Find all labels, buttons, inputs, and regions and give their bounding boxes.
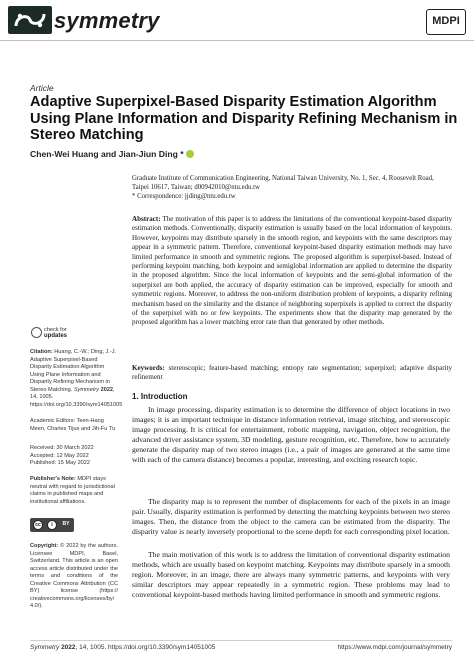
journal-url-link[interactable]: https://www.mdpi.com/journal/symmetry <box>337 644 452 651</box>
cc-by-label: BY <box>60 520 72 530</box>
accepted-date: Accepted: 12 May 2022 <box>30 452 89 459</box>
cc-icon: cc <box>33 520 43 530</box>
copyright-notice <box>30 543 118 611</box>
cc-license-badge[interactable] <box>30 518 74 532</box>
affiliation: Graduate Institute of Communication Engineering, National Taiwan University, No. 1, Sec. 4, Roosevelt Road, Taipei 10617, Taiwan; d00942010@ntu.edu.tw <box>132 175 434 192</box>
article-type: Article <box>30 83 54 93</box>
publisher-note-text: MDPI stays neutral with regard to jurisdictional claims in published maps and institutional affiliations. <box>30 476 115 505</box>
abstract-label: Abstract: <box>132 215 161 223</box>
published-date: Published: 15 May 2022 <box>30 460 91 467</box>
citation-label: Citation: <box>30 349 53 355</box>
abstract-text: The motivation of this paper is to address the limitations of the conventional keypoint-based disparity estimation methods. Conventionally, disparity estimation is usually based on the local information of keypoints. However, keypoints may distribute sparsely in the smooth region, and keypoints with the same descriptors may appear in a symmetric pattern. Therefore, conventional keypoint-based disparity estimation methods may have limited performance in smooth and symmetric regions. The proposed algorithm is superpixel-based. Instead of performing keypoint matching, both keypoint and semiglobal information are applied to determine the disparity in the proposed algorithm. Since the local information of keypoints and the semi-global information of the superpixel are both applied, the accuracy of disparity estimation can be improved, especially for smooth and symmetric regions. Moreover, to address the non-uniform distribution problem of keypoints, a disparity refining mechanism based on the similarity and the distance of neighboring superpixels is applied to correct the disparity of the superpixel with no or few keypoints. The experiments show that the disparity map generated by the proposed algorithm has a lower matching error rate than that generated by other methods. <box>132 215 452 327</box>
intro-paragraph-1: In image processing, disparity estimation is to determine the difference of object locations in two images; it is an important technique in distance information retrieval, image stitching, and stereoscopic image processing. It is critical for entertainment, robotic mapping, navigation, object recognition, the advanced driver assistance system, 3D modeling, gesture recognition, etc. Therefore, how to accurately generate the disparity map of two stereo images (i.e., a pair of images are generated at the same time with each of the camera distance) becomes a popular, interesting, and exciting research topic. <box>132 405 450 464</box>
copyright-text: © 2022 by the authors. Licensee MDPI, Basel, Switzerland. This article is an open access article distributed under the terms and conditions of the Creative Commons Attribution (CC BY) license (https:// creativecommons.org/licenses/by/ 4.0/). <box>30 543 118 610</box>
citation-text: Huang, C.-W.; Ding, J.-J. Adaptive Superpixel-Based Disparity Estimation Algorithm Using Plane Information and Disparity Refining Mechanism in Stereo Matching. <box>30 349 117 393</box>
check-updates-icon <box>31 327 42 338</box>
footer-citation <box>30 644 215 651</box>
keywords <box>132 364 452 383</box>
journal-name: symmetry <box>54 8 160 33</box>
check-updates-line1: check for <box>44 327 67 333</box>
footer-year: 2022 <box>61 644 76 651</box>
citation-doi[interactable]: , 14, 1005. https://doi.org/10.3390/sym14051005 <box>30 386 123 408</box>
intro-paragraph-3: The main motivation of this work is to address the limitation of conventional disparity estimation methods, which are usually based on keypoint matching. Keypoints may distribute sparsely in a smooth region. Moreover, in an image, there are always many symmetric patterns, and keypoints with very similar descriptors may appear repeatedly in a symmetric region. These problems may lead to conventional keypoint-based methods having limited performance in smooth and symmetric regions. <box>132 550 450 599</box>
keywords-text: stereoscopic; feature-based matching; entropy rate segmentation; superpixel; adaptive disparity refinement <box>132 364 452 382</box>
section-heading: 1. Introduction <box>132 392 188 401</box>
author-list <box>30 149 194 159</box>
keywords-label: Keywords: <box>132 364 165 372</box>
attribution-icon: i <box>47 520 57 530</box>
article-title: Adaptive Superpixel-Based Disparity Estimation Algorithm Using Plane Information and Disparity Refining Mechanism in Stereo Matching <box>30 94 458 144</box>
abstract <box>132 215 452 328</box>
footer-divider <box>30 640 452 641</box>
citation-block <box>30 349 123 409</box>
header-divider <box>0 40 474 41</box>
orcid-icon[interactable] <box>186 150 194 158</box>
received-date: Received: 30 March 2022 <box>30 445 94 451</box>
footer-journal: Symmetry <box>30 644 60 651</box>
publisher-note-label: Publisher's Note: <box>30 476 76 482</box>
author-names: Chen-Wei Huang and Jian-Jiun Ding * <box>30 149 184 159</box>
publisher-logo[interactable]: MDPI <box>426 9 466 35</box>
footer-doi[interactable]: , 14, 1005. https://doi.org/10.3390/sym14051005 <box>75 644 216 651</box>
citation-journal: Symmetry <box>73 386 100 393</box>
publication-dates <box>30 445 118 468</box>
check-updates-line2: updates <box>44 333 68 339</box>
correspondence: * Correspondence: jjding@ntu.edu.tw <box>132 193 236 200</box>
citation-year: 2022 <box>100 386 114 393</box>
symmetry-logo-icon <box>8 6 52 34</box>
academic-editors: Academic Editors: Teen-Hang Meen, Charles Tijus and Jih-Fu Tu <box>30 418 116 432</box>
publisher-note <box>30 476 118 506</box>
copyright-label: Copyright: <box>30 543 59 549</box>
intro-paragraph-2: The disparity map is to represent the number of displacements for each of the pixels in an image pair. Usually, disparity estimation is performed by detecting the matching keypoints between two stereo images. Then, the distance from the object to the camera can be estimated from the disparity. The disparity value is nearly inversely proportional to the scene depth for each corresponding pixel location. <box>132 497 450 536</box>
